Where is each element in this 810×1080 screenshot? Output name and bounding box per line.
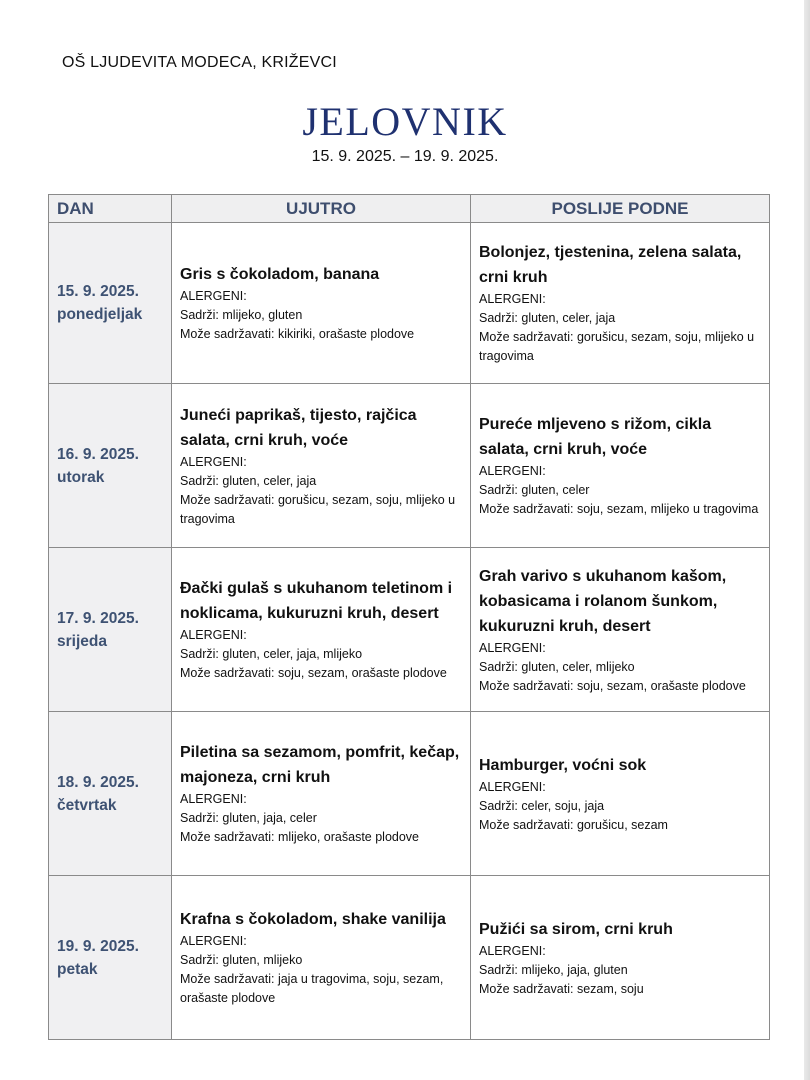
morning-cell [172,384,471,548]
contains-text: Sadrži: celer, soju, jaja [479,798,605,813]
day-cell [49,548,172,712]
may-contain-text: Može sadržavati: sezam, soju [479,981,644,996]
day-cell [49,712,172,876]
table-row [49,876,770,1040]
day-date: 19. 9. 2025. [57,937,139,955]
may-contain-text: Može sadržavati: soju, sezam, orašaste plodove [479,678,746,693]
meal-name: Đački gulaš s ukuhanom teletinom i noklicama, kukuruzni kruh, desert [180,580,453,622]
contains-text: Sadrži: gluten, mlijeko [180,953,303,967]
table-row [49,384,770,548]
header-row [49,195,770,223]
allergens-label: ALERGENI: [180,454,247,469]
morning-cell [172,548,471,712]
may-contain-text: Može sadržavati: mlijeko, orašaste plodove [180,830,420,844]
contains-text: Sadrži: mlijeko, gluten [180,308,303,322]
date-range: 15. 9. 2025. – 19. 9. 2025. [311,148,499,165]
table-row [49,548,770,712]
may-contain-text: Može sadržavati: soju, sezam, orašaste plodove [180,666,447,680]
day-date: 16. 9. 2025. [57,445,139,463]
table-row [49,223,770,384]
day-weekday: utorak [57,468,105,486]
meal-name: Juneći paprikaš, tijesto, rajčica salata, crni kruh, voće [180,406,417,449]
meal-name: Pužići sa sirom, crni kruh [479,920,673,938]
morning-cell [172,223,471,384]
may-contain-text: Može sadržavati: kikiriki, orašaste plodove [180,327,415,341]
afternoon-column-header: POSLIJE PODNE [471,195,770,223]
may-contain-text: Može sadržavati: soju, sezam, mlijeko u tragovima [479,502,759,516]
page-title: JELOVNIK [302,99,508,144]
day-weekday: četvrtak [57,796,117,814]
contains-text: Sadrži: gluten, celer [479,483,590,497]
contains-text: Sadrži: mlijeko, jaja, gluten [479,962,628,977]
afternoon-cell [471,876,770,1040]
afternoon-cell [471,223,770,384]
allergens-label: ALERGENI: [479,943,546,958]
menu-table [48,194,770,1040]
day-cell [49,384,172,548]
contains-text: Sadrži: gluten, jaja, celer [180,811,317,825]
contains-text: Sadrži: gluten, celer, jaja [479,311,616,325]
meal-name: Bolonjez, tjestenina, zelena salata, crni kruh [479,244,742,286]
may-contain-text: Može sadržavati: gorušicu, sezam [479,817,668,832]
day-weekday: srijeda [57,632,107,650]
day-cell [49,223,172,384]
allergens-label: ALERGENI: [479,779,546,794]
contains-text: Sadrži: gluten, celer, jaja, mlijeko [180,647,363,661]
afternoon-cell [471,712,770,876]
allergens-label: ALERGENI: [180,289,247,303]
afternoon-cell [471,548,770,712]
allergens-label: ALERGENI: [479,464,546,478]
may-contain-text: Može sadržavati: jaja u tragovima, soju, sezam, orašaste plodove [180,972,444,1005]
contains-text: Sadrži: gluten, celer, mlijeko [479,659,635,674]
morning-column-header: UJUTRO [172,195,471,223]
morning-cell [172,712,471,876]
meal-name: Pureće mljeveno s rižom, cikla salata, crni kruh, voće [479,416,712,458]
school-name: OŠ LJUDEVITA MODECA, KRIŽEVCI [62,54,337,71]
may-contain-text: Može sadržavati: gorušicu, sezam, soju, mlijeko u tragovima [180,492,456,526]
day-column-header: DAN [49,195,172,223]
day-cell [49,876,172,1040]
day-weekday: ponedjeljak [57,306,143,323]
day-date: 17. 9. 2025. [57,609,139,627]
day-weekday: petak [57,960,98,978]
day-date: 18. 9. 2025. [57,773,139,791]
allergens-label: ALERGENI: [180,792,247,806]
table-row [49,712,770,876]
meal-name: Hamburger, voćni sok [479,756,647,774]
day-date: 15. 9. 2025. [57,283,139,300]
allergens-label: ALERGENI: [180,628,247,642]
meal-name: Grah varivo s ukuhanom kašom, kobasicama i rolanom šunkom, kukuruzni kruh, desert [479,567,727,635]
afternoon-cell [471,384,770,548]
may-contain-text: Može sadržavati: gorušicu, sezam, soju, mlijeko u tragovima [479,330,755,363]
meal-name: Krafna s čokoladom, shake vanilija [180,911,446,928]
allergens-label: ALERGENI: [180,934,247,948]
allergens-label: ALERGENI: [479,292,546,306]
allergens-label: ALERGENI: [479,640,546,655]
contains-text: Sadrži: gluten, celer, jaja [180,473,317,488]
meal-name: Piletina sa sezamom, pomfrit, kečap, majoneza, crni kruh [180,744,460,786]
meal-name: Gris s čokoladom, banana [180,266,380,283]
morning-cell [172,876,471,1040]
